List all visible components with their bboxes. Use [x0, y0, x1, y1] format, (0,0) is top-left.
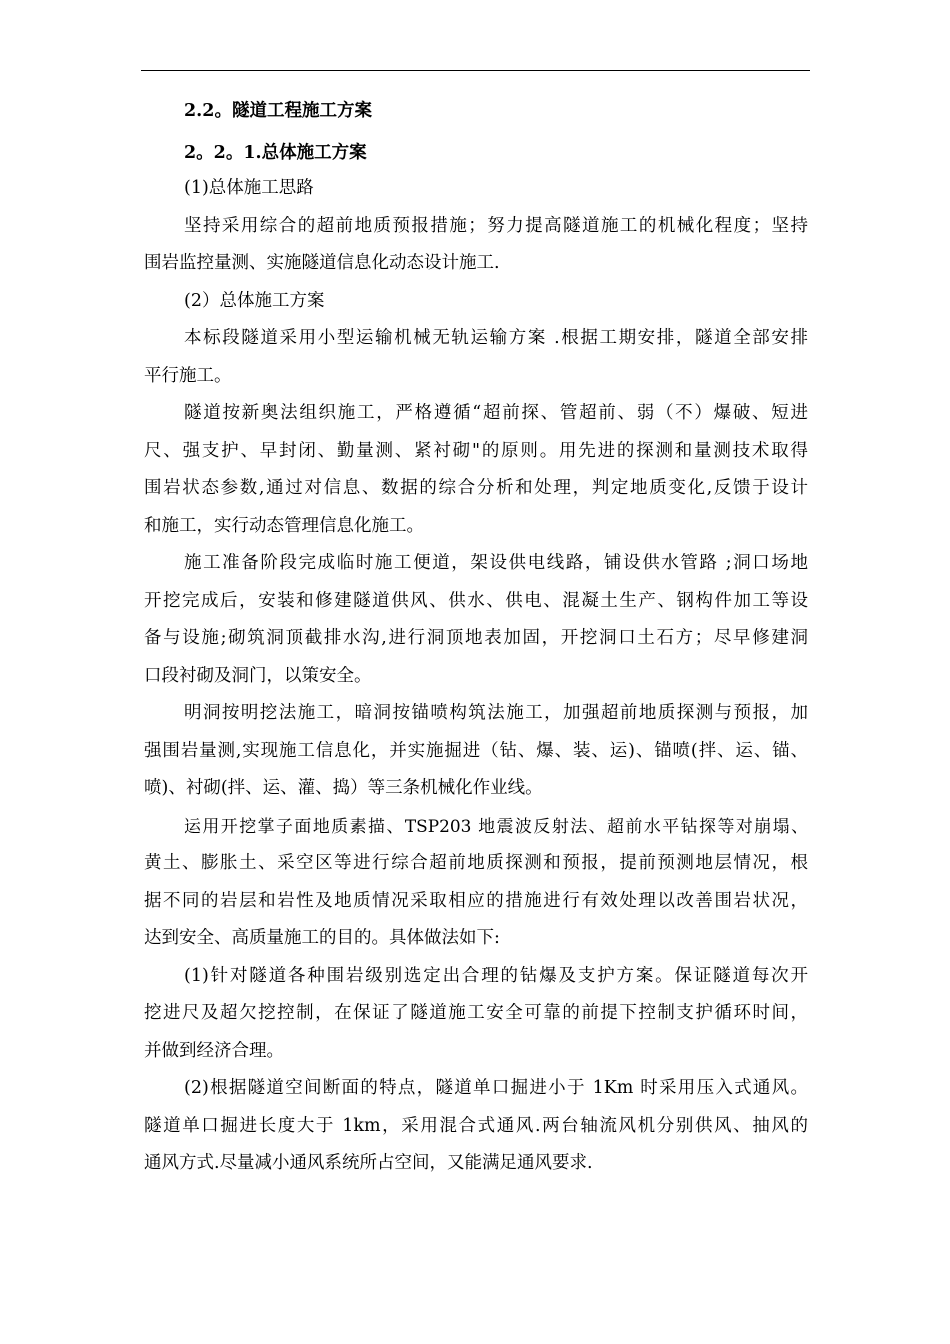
paragraph-line: 强围岩量测,实现施工信息化，并实施掘进（钻、爆、装、运)、锚喷(拌、运、锚、 [144, 740, 808, 761]
paragraph-line: 据不同的岩层和岩性及地质情况采取相应的措施进行有效处理以改善围岩状况， [144, 890, 808, 911]
paragraph-measure-2 [144, 1070, 808, 1183]
paragraph-line: 围岩监控量测、实施隧道信息化动态设计施工. [144, 253, 500, 273]
paragraph-line: 明洞按明挖法施工，暗洞按锚喷构筑法施工，加强超前地质探测与预报，加 [184, 703, 808, 723]
paragraph-line: 并做到经济合理。 [144, 1040, 284, 1061]
subsection-heading: 2。2。1.总体施工方案 [184, 143, 367, 163]
paragraph-line: (1)针对隧道各种围岩级别选定出合理的钻爆及支护方案。保证隧道每次开 [184, 965, 808, 986]
paragraph-line: 黄土、膨胀土、采空区等进行综合超前地质探测和预报，提前预测地层情况，根 [144, 853, 808, 873]
paragraph-open-cut [144, 695, 808, 808]
header-rule [141, 70, 810, 71]
paragraph-line: 隧道单口掘进长度大于 1km，采用混合式通风.两台轴流风机分别供风、抽风的 [144, 1115, 808, 1136]
paragraph-line: 围岩状态参数,通过对信息、数据的综合分析和处理，判定地质变化,反馈于设计 [144, 478, 808, 498]
paragraph-line: 开挖完成后，安装和修建隧道供风、供水、供电、混凝土生产、钢构件加工等设 [144, 590, 808, 611]
paragraph-natm [144, 395, 808, 545]
paragraph-geological-forecast [144, 808, 808, 958]
subheading-overall-plan: (2）总体施工方案 [184, 290, 325, 311]
paragraph-line: 喷)、衬砌(拌、运、灌、捣）等三条机械化作业线。 [144, 778, 543, 798]
subheading-overall-approach: (1)总体施工思路 [184, 178, 314, 198]
paragraph-line: 尺、强支护、早封闭、勤量测、紧衬砌"的原则。用先进的探测和量测技术取得 [144, 440, 808, 461]
paragraph-line: 备与设施;砌筑洞顶截排水沟,进行洞顶地表加固，开挖洞口土石方；尽早修建洞 [144, 628, 808, 648]
paragraph-line: 挖进尺及超欠挖控制，在保证了隧道施工安全可靠的前提下控制支护循环时间， [144, 1003, 808, 1023]
paragraph-line: (2)根据隧道空间断面的特点，隧道单口掘进小于 1Km 时采用压入式通风。 [184, 1078, 808, 1098]
paragraph-line: 施工准备阶段完成临时施工便道，架设供电线路，铺设供水管路 ;洞口场地 [184, 553, 808, 573]
paragraph-measure-1 [144, 958, 808, 1071]
paragraph-transport [144, 320, 808, 395]
paragraph-line: 运用开挖掌子面地质素描、TSP203 地震波反射法、超前水平钻探等对崩塌、 [184, 815, 808, 836]
paragraph-preparation [144, 545, 808, 695]
paragraph-line: 达到安全、高质量施工的目的。具体做法如下: [144, 928, 500, 948]
paragraph-line: 平行施工。 [144, 365, 232, 386]
document-body [144, 94, 808, 1183]
paragraph-line: 通风方式.尽量减小通风系统所占空间，又能满足通风要求. [144, 1153, 593, 1173]
paragraph-line: 坚持采用综合的超前地质预报措施；努力提高隧道施工的机械化程度；坚持 [184, 215, 808, 236]
paragraph-line: 口段衬砌及洞门，以策安全。 [144, 665, 372, 686]
paragraph-approach [144, 208, 808, 283]
section-heading: 2.2。隧道工程施工方案 [184, 101, 372, 121]
paragraph-line: 和施工，实行动态管理信息化施工。 [144, 515, 424, 536]
paragraph-line: 隧道按新奥法组织施工，严格遵循“超前探、管超前、弱（不）爆破、短进 [184, 403, 808, 423]
paragraph-line: 本标段隧道采用小型运输机械无轨运输方案 .根据工期安排，隧道全部安排 [184, 328, 808, 348]
